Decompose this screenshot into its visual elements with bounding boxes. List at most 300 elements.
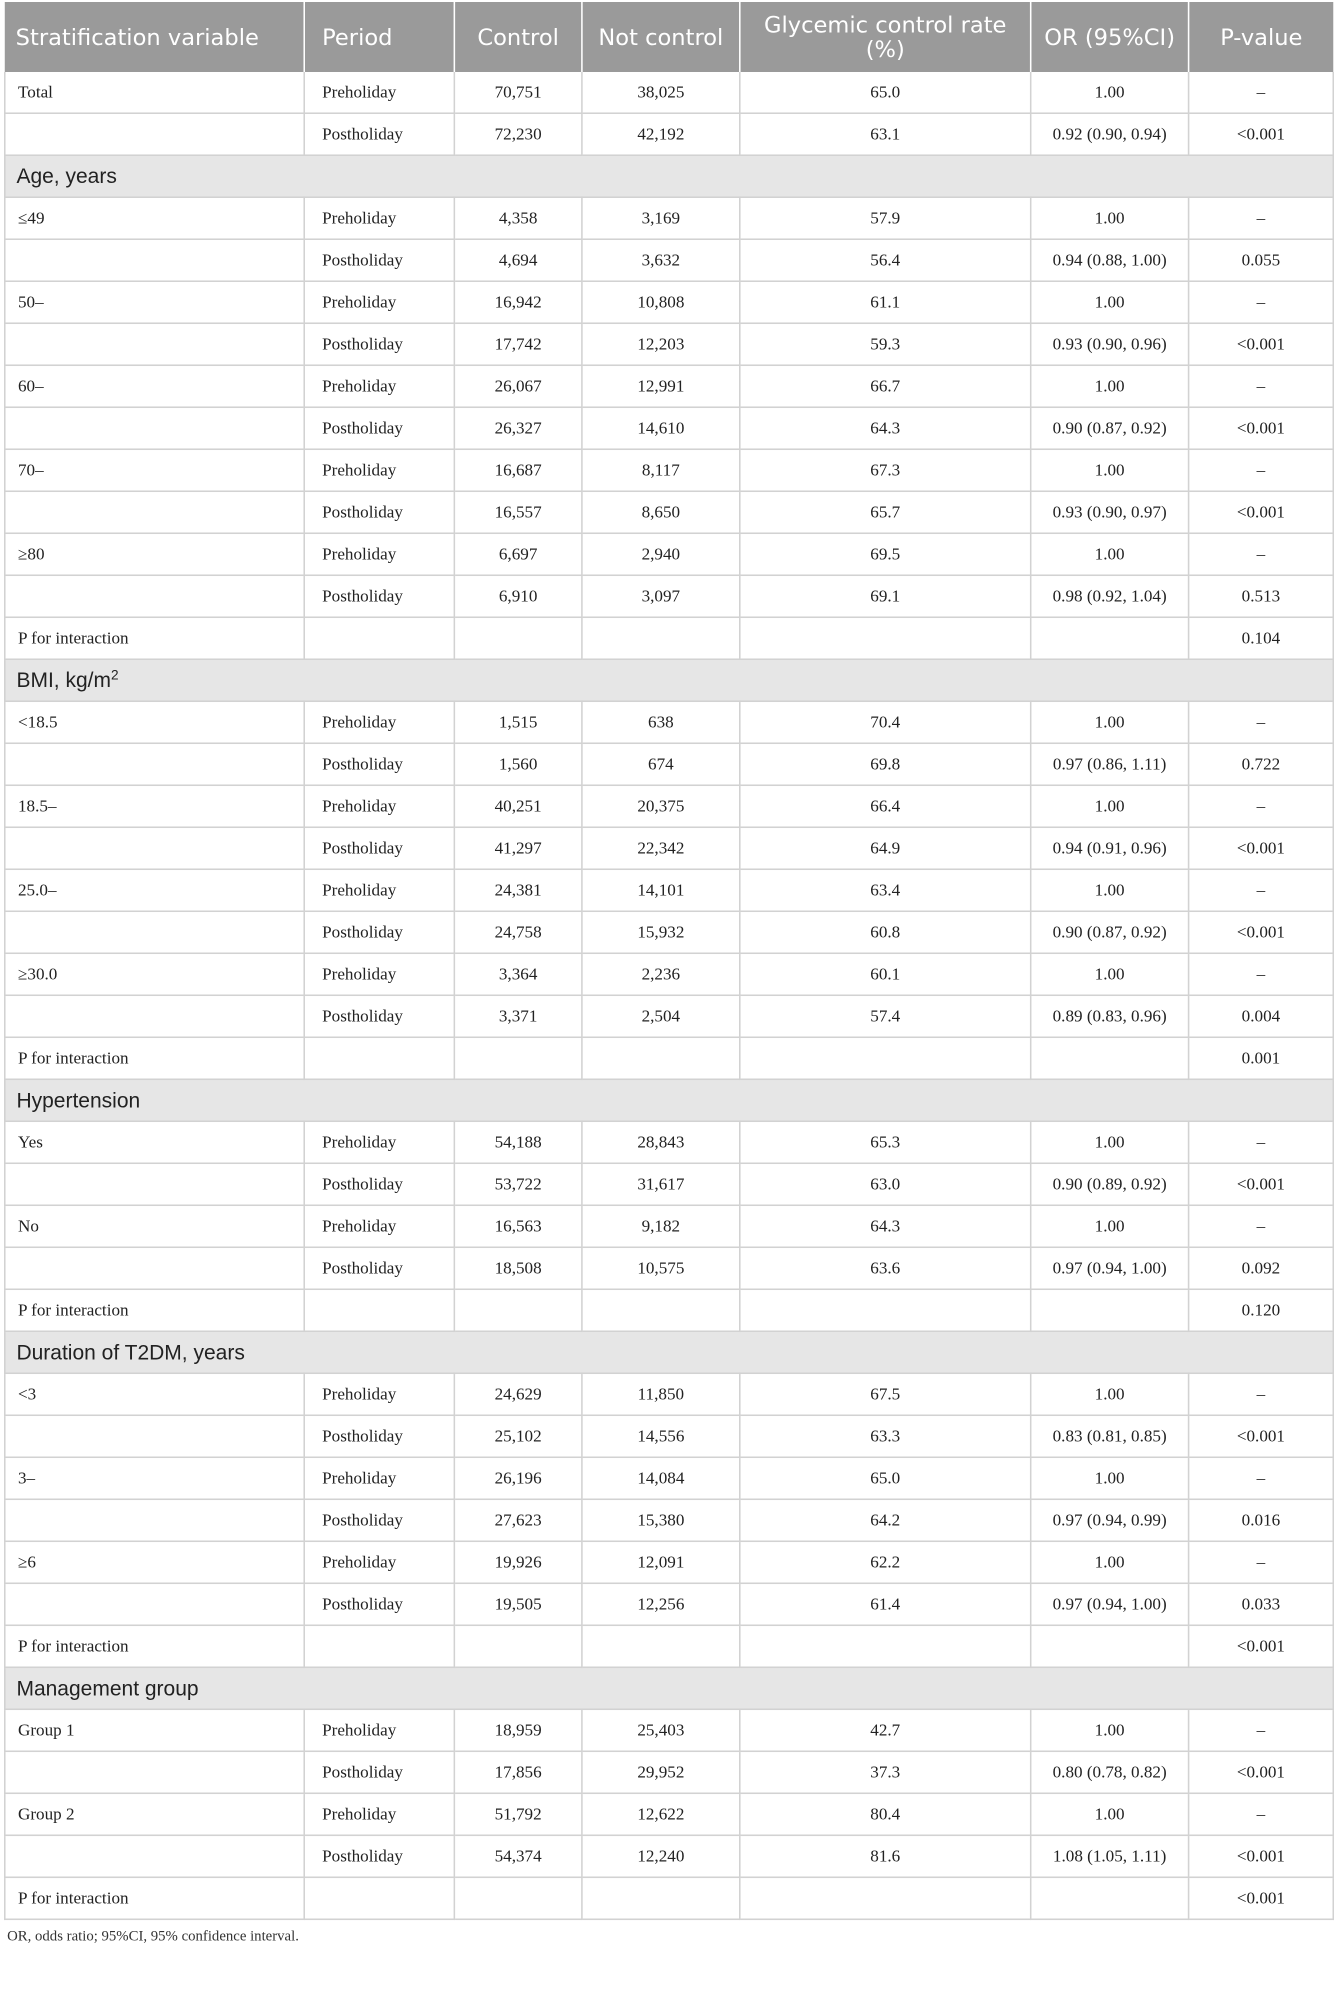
cell-p-value: 0.120: [1189, 1289, 1334, 1331]
table-row: [5, 575, 1333, 617]
cell-rate: 70.4: [740, 701, 1031, 743]
cell-or: 1.00: [1031, 449, 1189, 491]
cell-control: 26,196: [454, 1457, 582, 1499]
section-title-text: Age, years: [16, 164, 117, 188]
cell-control: 53,722: [454, 1163, 582, 1205]
cell-p-value: 0.004: [1189, 995, 1334, 1037]
cell-period: Preholiday: [304, 72, 454, 113]
cell-or: 1.00: [1031, 1457, 1189, 1499]
cell-period: Preholiday: [304, 1121, 454, 1163]
cell-not-control: 38,025: [582, 72, 740, 113]
cell-p-value: –: [1189, 1793, 1334, 1835]
section-title-text: BMI, kg/m: [16, 668, 111, 692]
cell-stratification: 60–: [5, 365, 304, 407]
cell-or: 1.00: [1031, 72, 1189, 113]
cell-stratification: ≤49: [5, 197, 304, 239]
table-row: [5, 1373, 1333, 1415]
cell-period: [304, 1877, 454, 1919]
table-row: [5, 323, 1333, 365]
cell-rate: 65.0: [740, 72, 1031, 113]
cell-control: 54,374: [454, 1835, 582, 1877]
cell-stratification: P for interaction: [5, 1877, 304, 1919]
cell-rate: 65.0: [740, 1457, 1031, 1499]
cell-or: 0.90 (0.87, 0.92): [1031, 911, 1189, 953]
cell-p-value: –: [1189, 1121, 1334, 1163]
cell-not-control: 3,169: [582, 197, 740, 239]
cell-p-value: 0.033: [1189, 1583, 1334, 1625]
cell-or: 0.97 (0.94, 0.99): [1031, 1499, 1189, 1541]
cell-rate: 63.1: [740, 113, 1031, 155]
table-row: [5, 827, 1333, 869]
cell-control: [454, 1037, 582, 1079]
cell-control: 16,557: [454, 491, 582, 533]
table-row: [5, 197, 1333, 239]
cell-or: [1031, 1625, 1189, 1667]
cell-not-control: 15,932: [582, 911, 740, 953]
cell-p-value: <0.001: [1189, 1163, 1334, 1205]
cell-rate: 37.3: [740, 1751, 1031, 1793]
section-header-row: [5, 155, 1333, 197]
section-header-row: [5, 659, 1333, 701]
cell-rate: 60.1: [740, 953, 1031, 995]
cell-stratification: 18.5–: [5, 785, 304, 827]
cell-or: 1.00: [1031, 533, 1189, 575]
cell-period: Preholiday: [304, 785, 454, 827]
cell-or: [1031, 1289, 1189, 1331]
section-title: [5, 155, 1333, 197]
cell-not-control: 29,952: [582, 1751, 740, 1793]
table-row: [5, 1877, 1333, 1919]
cell-p-value: –: [1189, 197, 1334, 239]
cell-rate: 56.4: [740, 239, 1031, 281]
table-row: [5, 407, 1333, 449]
cell-or: 0.98 (0.92, 1.04): [1031, 575, 1189, 617]
cell-rate: 60.8: [740, 911, 1031, 953]
table-row: [5, 785, 1333, 827]
cell-stratification: ≥30.0: [5, 953, 304, 995]
cell-p-value: <0.001: [1189, 113, 1334, 155]
cell-control: 72,230: [454, 113, 582, 155]
cell-not-control: 14,084: [582, 1457, 740, 1499]
cell-control: 41,297: [454, 827, 582, 869]
cell-or: 0.93 (0.90, 0.96): [1031, 323, 1189, 365]
cell-not-control: [582, 1037, 740, 1079]
cell-or: 1.00: [1031, 1121, 1189, 1163]
cell-or: 1.00: [1031, 1205, 1189, 1247]
cell-stratification: [5, 407, 304, 449]
cell-stratification: [5, 491, 304, 533]
cell-or: 0.97 (0.86, 1.11): [1031, 743, 1189, 785]
cell-stratification: P for interaction: [5, 617, 304, 659]
cell-control: 16,942: [454, 281, 582, 323]
cell-stratification: [5, 911, 304, 953]
cell-p-value: –: [1189, 701, 1334, 743]
header-p-value: P-value: [1189, 2, 1334, 72]
cell-not-control: 28,843: [582, 1121, 740, 1163]
cell-rate: 61.1: [740, 281, 1031, 323]
cell-stratification: 70–: [5, 449, 304, 491]
table-container: [4, 2, 1332, 1945]
footnote: OR, odds ratio; 95%CI, 95% confidence interval.: [7, 1927, 299, 1945]
cell-not-control: 2,940: [582, 533, 740, 575]
cell-not-control: 638: [582, 701, 740, 743]
cell-control: 19,926: [454, 1541, 582, 1583]
cell-not-control: 15,380: [582, 1499, 740, 1541]
cell-stratification: 3–: [5, 1457, 304, 1499]
cell-stratification: <3: [5, 1373, 304, 1415]
cell-rate: 64.3: [740, 1205, 1031, 1247]
header-or: OR (95%CI): [1031, 2, 1189, 72]
cell-not-control: 25,403: [582, 1709, 740, 1751]
cell-p-value: –: [1189, 785, 1334, 827]
cell-not-control: 8,117: [582, 449, 740, 491]
table-row: [5, 1751, 1333, 1793]
cell-control: 25,102: [454, 1415, 582, 1457]
table-row: [5, 1835, 1333, 1877]
section-title-superscript: 2: [110, 666, 119, 683]
section-header-row: [5, 1079, 1333, 1121]
cell-not-control: [582, 1625, 740, 1667]
cell-not-control: 12,091: [582, 1541, 740, 1583]
cell-p-value: –: [1189, 449, 1334, 491]
cell-p-value: –: [1189, 1457, 1334, 1499]
cell-control: 24,381: [454, 869, 582, 911]
cell-p-value: –: [1189, 953, 1334, 995]
cell-not-control: [582, 617, 740, 659]
cell-period: Postholiday: [304, 575, 454, 617]
cell-rate: 69.1: [740, 575, 1031, 617]
cell-control: 1,515: [454, 701, 582, 743]
cell-not-control: 674: [582, 743, 740, 785]
section-title: [5, 1079, 1333, 1121]
cell-period: Preholiday: [304, 533, 454, 575]
cell-period: Preholiday: [304, 953, 454, 995]
table-row: [5, 449, 1333, 491]
cell-or: 1.00: [1031, 281, 1189, 323]
cell-rate: 62.2: [740, 1541, 1031, 1583]
table-row: [5, 491, 1333, 533]
cell-or: 1.00: [1031, 365, 1189, 407]
results-table: [4, 2, 1334, 1920]
cell-not-control: 10,575: [582, 1247, 740, 1289]
cell-or: [1031, 1877, 1189, 1919]
cell-stratification: Yes: [5, 1121, 304, 1163]
cell-stratification: [5, 1415, 304, 1457]
cell-stratification: 25.0–: [5, 869, 304, 911]
cell-period: Preholiday: [304, 281, 454, 323]
table-row: [5, 1457, 1333, 1499]
cell-or: 0.93 (0.90, 0.97): [1031, 491, 1189, 533]
cell-stratification: [5, 1499, 304, 1541]
cell-not-control: [582, 1289, 740, 1331]
table-row: [5, 1625, 1333, 1667]
cell-stratification: [5, 1163, 304, 1205]
cell-not-control: 14,556: [582, 1415, 740, 1457]
cell-rate: 59.3: [740, 323, 1031, 365]
section-title: [5, 659, 1333, 701]
cell-rate: 66.4: [740, 785, 1031, 827]
cell-or: [1031, 617, 1189, 659]
cell-stratification: P for interaction: [5, 1037, 304, 1079]
cell-or: 1.00: [1031, 869, 1189, 911]
cell-not-control: 42,192: [582, 113, 740, 155]
cell-rate: 66.7: [740, 365, 1031, 407]
cell-period: Postholiday: [304, 1583, 454, 1625]
cell-stratification: [5, 575, 304, 617]
cell-p-value: 0.092: [1189, 1247, 1334, 1289]
cell-or: 0.94 (0.88, 1.00): [1031, 239, 1189, 281]
cell-period: Postholiday: [304, 407, 454, 449]
cell-or: 1.00: [1031, 1373, 1189, 1415]
cell-control: 1,560: [454, 743, 582, 785]
cell-control: [454, 1625, 582, 1667]
cell-rate: 65.3: [740, 1121, 1031, 1163]
table-row: [5, 281, 1333, 323]
cell-rate: 69.5: [740, 533, 1031, 575]
cell-p-value: –: [1189, 533, 1334, 575]
cell-not-control: 11,850: [582, 1373, 740, 1415]
cell-rate: 63.0: [740, 1163, 1031, 1205]
table-row: [5, 365, 1333, 407]
header-not-control: Not control: [582, 2, 740, 72]
table-row: [5, 1247, 1333, 1289]
header-period: Period: [304, 2, 454, 72]
cell-p-value: <0.001: [1189, 827, 1334, 869]
cell-rate: 63.3: [740, 1415, 1031, 1457]
table-row: [5, 239, 1333, 281]
cell-or: 0.89 (0.83, 0.96): [1031, 995, 1189, 1037]
cell-control: 6,910: [454, 575, 582, 617]
cell-stratification: [5, 743, 304, 785]
cell-period: [304, 1289, 454, 1331]
table-row: [5, 995, 1333, 1037]
table-row: [5, 1037, 1333, 1079]
cell-or: 1.00: [1031, 1709, 1189, 1751]
cell-stratification: [5, 1835, 304, 1877]
table-row: [5, 953, 1333, 995]
cell-period: Postholiday: [304, 1415, 454, 1457]
cell-period: Preholiday: [304, 1793, 454, 1835]
cell-or: 0.97 (0.94, 1.00): [1031, 1247, 1189, 1289]
cell-period: Preholiday: [304, 1541, 454, 1583]
header-row: [5, 2, 1333, 72]
cell-period: Preholiday: [304, 365, 454, 407]
cell-p-value: –: [1189, 365, 1334, 407]
cell-control: 40,251: [454, 785, 582, 827]
cell-period: Postholiday: [304, 239, 454, 281]
table-row: [5, 1583, 1333, 1625]
cell-not-control: [582, 1877, 740, 1919]
cell-or: 1.00: [1031, 1793, 1189, 1835]
cell-rate: [740, 1289, 1031, 1331]
cell-stratification: [5, 827, 304, 869]
cell-not-control: 12,203: [582, 323, 740, 365]
cell-control: 18,508: [454, 1247, 582, 1289]
table-row: [5, 1793, 1333, 1835]
table-row: [5, 533, 1333, 575]
cell-period: Postholiday: [304, 113, 454, 155]
cell-stratification: 50–: [5, 281, 304, 323]
cell-not-control: 14,101: [582, 869, 740, 911]
cell-period: Preholiday: [304, 1373, 454, 1415]
table-row: [5, 72, 1333, 113]
cell-control: 26,327: [454, 407, 582, 449]
cell-rate: [740, 617, 1031, 659]
cell-not-control: 31,617: [582, 1163, 740, 1205]
cell-or: 1.08 (1.05, 1.11): [1031, 1835, 1189, 1877]
cell-p-value: <0.001: [1189, 407, 1334, 449]
cell-p-value: <0.001: [1189, 1415, 1334, 1457]
cell-or: 0.94 (0.91, 0.96): [1031, 827, 1189, 869]
cell-p-value: –: [1189, 72, 1334, 113]
cell-p-value: –: [1189, 1541, 1334, 1583]
cell-or: 1.00: [1031, 785, 1189, 827]
cell-p-value: <0.001: [1189, 911, 1334, 953]
cell-or: 0.80 (0.78, 0.82): [1031, 1751, 1189, 1793]
cell-p-value: –: [1189, 1709, 1334, 1751]
cell-control: [454, 617, 582, 659]
header-rate: Glycemic control rate (%): [740, 2, 1031, 72]
cell-control: [454, 1877, 582, 1919]
cell-p-value: <0.001: [1189, 1835, 1334, 1877]
cell-period: Postholiday: [304, 911, 454, 953]
cell-control: 16,687: [454, 449, 582, 491]
cell-stratification: Group 1: [5, 1709, 304, 1751]
cell-control: 4,358: [454, 197, 582, 239]
cell-control: 24,758: [454, 911, 582, 953]
cell-not-control: 3,632: [582, 239, 740, 281]
cell-stratification: [5, 113, 304, 155]
table-row: [5, 869, 1333, 911]
table-row: [5, 743, 1333, 785]
cell-rate: 57.4: [740, 995, 1031, 1037]
table-row: [5, 911, 1333, 953]
cell-p-value: <0.001: [1189, 1625, 1334, 1667]
cell-period: Postholiday: [304, 1163, 454, 1205]
section-header-row: [5, 1331, 1333, 1373]
cell-p-value: 0.513: [1189, 575, 1334, 617]
cell-not-control: 12,622: [582, 1793, 740, 1835]
cell-or: 1.00: [1031, 197, 1189, 239]
section-header-row: [5, 1667, 1333, 1709]
cell-not-control: 22,342: [582, 827, 740, 869]
cell-period: [304, 1037, 454, 1079]
cell-rate: [740, 1877, 1031, 1919]
cell-or: 0.90 (0.89, 0.92): [1031, 1163, 1189, 1205]
cell-control: 4,694: [454, 239, 582, 281]
cell-period: Postholiday: [304, 1499, 454, 1541]
table-row: [5, 1163, 1333, 1205]
cell-rate: [740, 1037, 1031, 1079]
cell-stratification: Group 2: [5, 1793, 304, 1835]
cell-not-control: 14,610: [582, 407, 740, 449]
cell-control: 17,856: [454, 1751, 582, 1793]
cell-period: Postholiday: [304, 323, 454, 365]
header-control: Control: [454, 2, 582, 72]
cell-not-control: 20,375: [582, 785, 740, 827]
cell-or: 0.97 (0.94, 1.00): [1031, 1583, 1189, 1625]
cell-period: Preholiday: [304, 1457, 454, 1499]
table-row: [5, 1205, 1333, 1247]
cell-stratification: [5, 995, 304, 1037]
cell-p-value: –: [1189, 869, 1334, 911]
cell-period: Postholiday: [304, 1751, 454, 1793]
cell-stratification: <18.5: [5, 701, 304, 743]
cell-not-control: 10,808: [582, 281, 740, 323]
cell-rate: 64.2: [740, 1499, 1031, 1541]
cell-control: [454, 1289, 582, 1331]
cell-period: Preholiday: [304, 449, 454, 491]
cell-not-control: 9,182: [582, 1205, 740, 1247]
cell-p-value: <0.001: [1189, 1877, 1334, 1919]
cell-rate: 80.4: [740, 1793, 1031, 1835]
cell-period: Postholiday: [304, 1247, 454, 1289]
cell-stratification: ≥80: [5, 533, 304, 575]
section-title: [5, 1331, 1333, 1373]
cell-rate: 63.4: [740, 869, 1031, 911]
section-title-text: Hypertension: [16, 1088, 141, 1112]
cell-p-value: –: [1189, 1373, 1334, 1415]
cell-period: Postholiday: [304, 827, 454, 869]
cell-period: [304, 617, 454, 659]
cell-rate: 67.5: [740, 1373, 1031, 1415]
cell-or: 1.00: [1031, 953, 1189, 995]
table-row: [5, 1709, 1333, 1751]
cell-rate: 61.4: [740, 1583, 1031, 1625]
cell-not-control: 2,236: [582, 953, 740, 995]
cell-rate: 67.3: [740, 449, 1031, 491]
table-row: [5, 1121, 1333, 1163]
cell-not-control: 2,504: [582, 995, 740, 1037]
cell-rate: 69.8: [740, 743, 1031, 785]
cell-p-value: 0.722: [1189, 743, 1334, 785]
cell-p-value: 0.001: [1189, 1037, 1334, 1079]
cell-or: 0.90 (0.87, 0.92): [1031, 407, 1189, 449]
cell-stratification: ≥6: [5, 1541, 304, 1583]
header-stratification: Stratification variable: [5, 2, 304, 72]
cell-not-control: 12,240: [582, 1835, 740, 1877]
cell-rate: [740, 1625, 1031, 1667]
cell-rate: 63.6: [740, 1247, 1031, 1289]
table-body: [5, 72, 1333, 1919]
table-row: [5, 1289, 1333, 1331]
cell-control: 3,364: [454, 953, 582, 995]
table-row: [5, 701, 1333, 743]
cell-rate: 81.6: [740, 1835, 1031, 1877]
cell-control: 16,563: [454, 1205, 582, 1247]
cell-p-value: 0.055: [1189, 239, 1334, 281]
cell-stratification: [5, 1583, 304, 1625]
cell-control: 70,751: [454, 72, 582, 113]
table-row: [5, 617, 1333, 659]
cell-control: 3,371: [454, 995, 582, 1037]
table-row: [5, 113, 1333, 155]
cell-period: Postholiday: [304, 743, 454, 785]
cell-period: Postholiday: [304, 995, 454, 1037]
cell-p-value: –: [1189, 281, 1334, 323]
cell-rate: 65.7: [740, 491, 1031, 533]
section-title-text: Management group: [16, 1676, 199, 1700]
cell-rate: 42.7: [740, 1709, 1031, 1751]
cell-period: Preholiday: [304, 701, 454, 743]
cell-stratification: [5, 239, 304, 281]
cell-control: 26,067: [454, 365, 582, 407]
section-title-text: Duration of T2DM, years: [16, 1340, 245, 1364]
cell-period: Preholiday: [304, 1205, 454, 1247]
cell-not-control: 8,650: [582, 491, 740, 533]
cell-period: Preholiday: [304, 869, 454, 911]
cell-not-control: 12,991: [582, 365, 740, 407]
